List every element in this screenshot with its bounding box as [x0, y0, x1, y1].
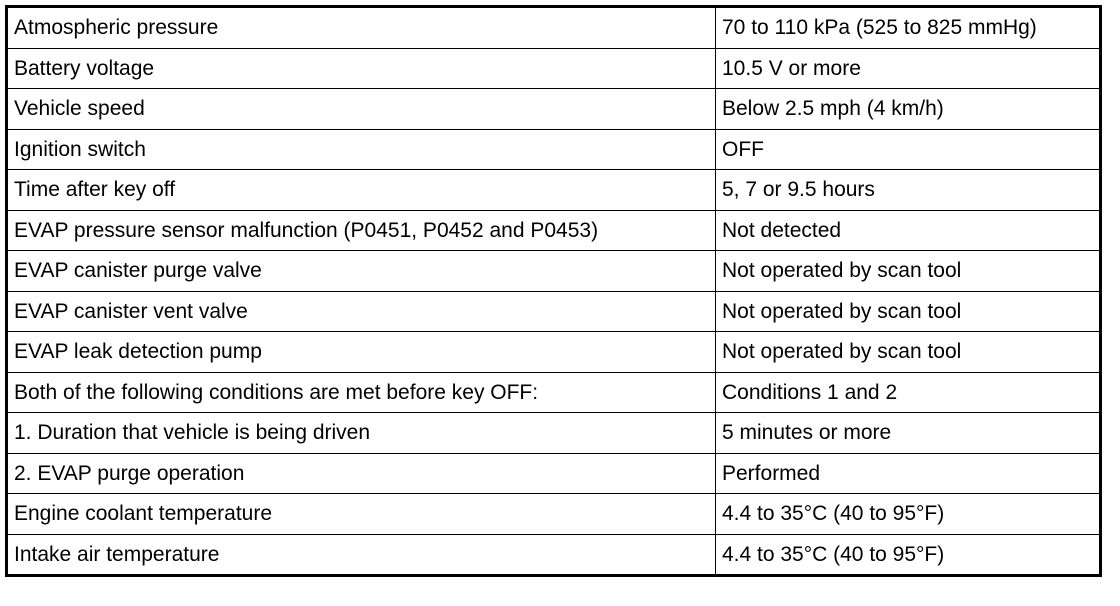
table-row: [7, 7, 1101, 49]
table-row: [7, 210, 1101, 251]
value-cell: 4.4 to 35°C (40 to 95°F): [716, 494, 1101, 535]
value-cell: Conditions 1 and 2: [716, 372, 1101, 413]
table-row: [7, 372, 1101, 413]
value-cell: Below 2.5 mph (4 km/h): [716, 89, 1101, 130]
value-cell: Not operated by scan tool: [716, 251, 1101, 292]
condition-cell: Engine coolant temperature: [7, 494, 716, 535]
table-row: [7, 332, 1101, 373]
conditions-table-body: [7, 7, 1101, 576]
condition-cell: Both of the following conditions are met before key OFF:: [7, 372, 716, 413]
table-row: [7, 251, 1101, 292]
condition-cell: 1. Duration that vehicle is being driven: [7, 413, 716, 454]
condition-cell: Vehicle speed: [7, 89, 716, 130]
value-cell: Not operated by scan tool: [716, 332, 1101, 373]
value-cell: 5, 7 or 9.5 hours: [716, 170, 1101, 211]
condition-cell: Intake air temperature: [7, 534, 716, 576]
value-cell: Not detected: [716, 210, 1101, 251]
table-row: [7, 89, 1101, 130]
table-row: [7, 453, 1101, 494]
table-row: [7, 534, 1101, 576]
table-row: [7, 413, 1101, 454]
value-cell: 70 to 110 kPa (525 to 825 mmHg): [716, 7, 1101, 49]
value-cell: Performed: [716, 453, 1101, 494]
conditions-table: [5, 5, 1102, 577]
condition-cell: Battery voltage: [7, 48, 716, 89]
condition-cell: EVAP canister purge valve: [7, 251, 716, 292]
table-row: [7, 129, 1101, 170]
condition-cell: 2. EVAP purge operation: [7, 453, 716, 494]
value-cell: OFF: [716, 129, 1101, 170]
table-row: [7, 170, 1101, 211]
value-cell: Not operated by scan tool: [716, 291, 1101, 332]
condition-cell: EVAP leak detection pump: [7, 332, 716, 373]
table-row: [7, 48, 1101, 89]
condition-cell: EVAP canister vent valve: [7, 291, 716, 332]
table-row: [7, 494, 1101, 535]
condition-cell: Ignition switch: [7, 129, 716, 170]
value-cell: 5 minutes or more: [716, 413, 1101, 454]
value-cell: 10.5 V or more: [716, 48, 1101, 89]
condition-cell: Time after key off: [7, 170, 716, 211]
table-row: [7, 291, 1101, 332]
value-cell: 4.4 to 35°C (40 to 95°F): [716, 534, 1101, 576]
condition-cell: Atmospheric pressure: [7, 7, 716, 49]
condition-cell: EVAP pressure sensor malfunction (P0451, P0452 and P0453): [7, 210, 716, 251]
